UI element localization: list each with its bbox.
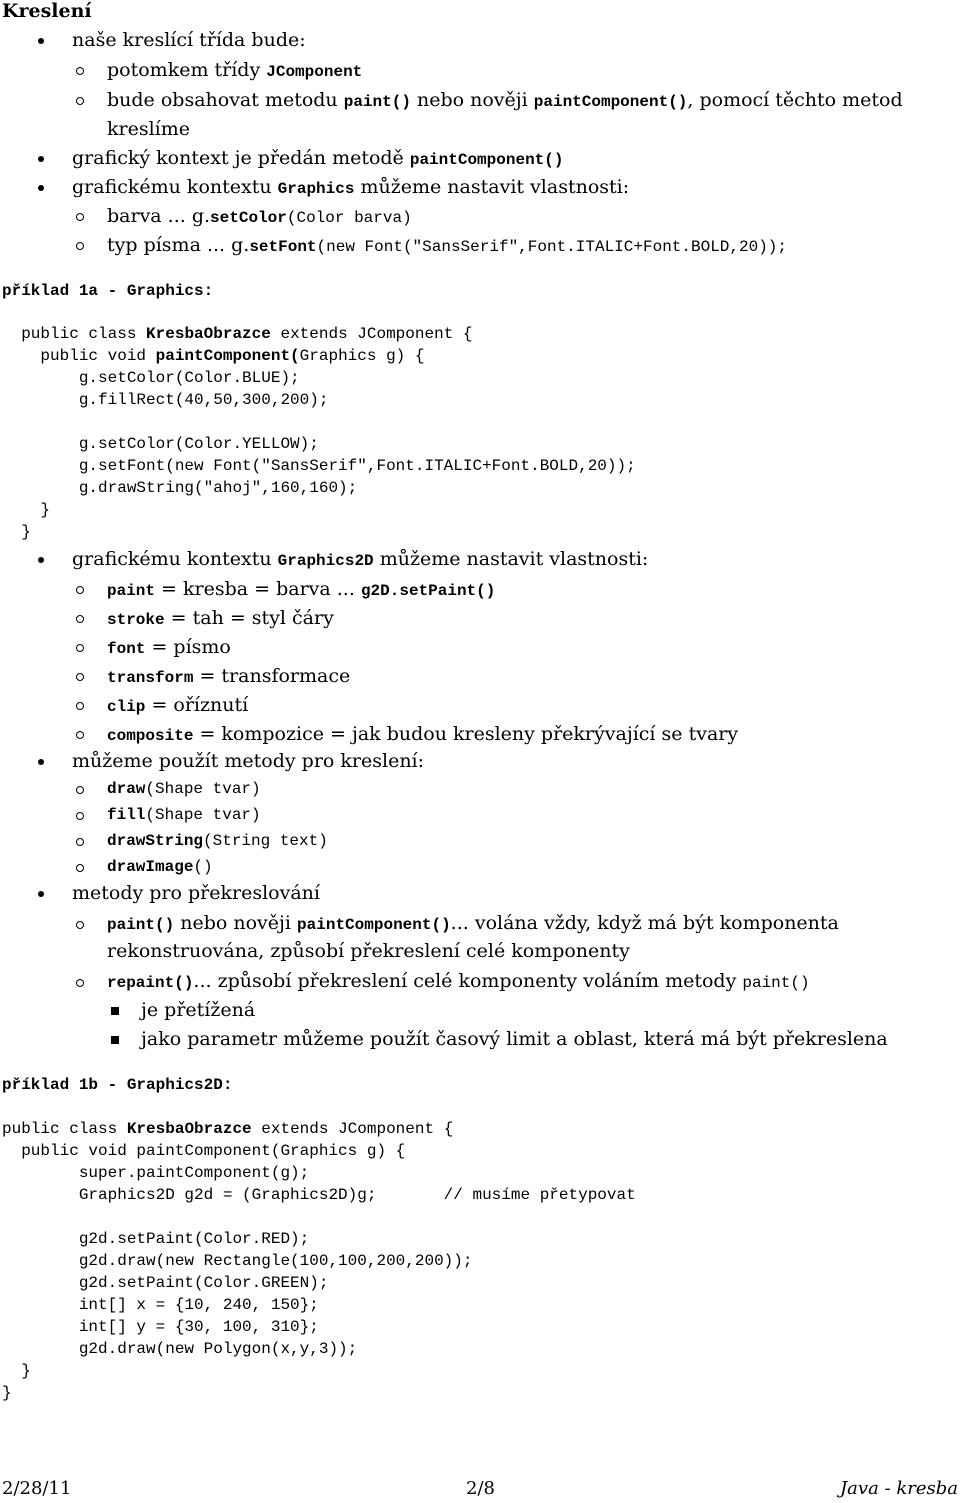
code-line: Graphics2D g2d = (Graphics2D)g; // musíme přetypovat: [2, 1186, 636, 1204]
code-line: }: [2, 1362, 31, 1380]
square-bullet-text: jako parametr můžeme použít časový limit a oblast, která má být překreslena: [141, 1028, 888, 1050]
sub-bullet-text: bude obsahovat metodu paint() nebo nověji paintComponent(), pomocí těchto metod: [107, 89, 903, 111]
example-heading: příklad 1a - Graphics:: [2, 282, 214, 300]
bullet-text: naše kreslící třída bude:: [72, 29, 306, 51]
bullet-text: můžeme použít metody pro kreslení:: [72, 750, 425, 772]
bullet-icon: [38, 557, 44, 563]
bullet-icon: [38, 891, 44, 897]
method-item: draw(Shape tvar): [107, 780, 261, 798]
sub-bullet-continuation: kreslíme: [107, 118, 191, 140]
page-title: Kreslení: [2, 0, 92, 22]
circle-bullet-icon: [76, 213, 84, 221]
circle-bullet-icon: [76, 921, 84, 929]
circle-bullet-icon: [76, 731, 84, 739]
code-line: public void paintComponent(Graphics g) {: [2, 1142, 406, 1160]
code-line: public class KresbaObrazce extends JComponent {: [2, 325, 473, 343]
code-block-example-1: [2, 323, 636, 543]
circle-bullet-icon: [76, 615, 84, 623]
circle-bullet-icon: [76, 864, 84, 872]
code-line: g.setFont(new Font("SansSerif",Font.ITALIC+Font.BOLD,20));: [2, 457, 636, 475]
code-line: int[] y = {30, 100, 310};: [2, 1318, 319, 1336]
sub-bullet-text: typ písma ... g.setFont(new Font("SansSerif",Font.ITALIC+Font.BOLD,20));: [107, 234, 788, 256]
code-line: int[] x = {10, 240, 150};: [2, 1296, 319, 1314]
circle-bullet-icon: [76, 97, 84, 105]
code-line: }: [2, 1384, 12, 1402]
code-line: g2d.setPaint(Color.GREEN);: [2, 1274, 329, 1292]
circle-bullet-icon: [76, 586, 84, 594]
bullet-icon: [38, 185, 44, 191]
circle-bullet-icon: [76, 644, 84, 652]
bullet-icon: [38, 156, 44, 162]
circle-bullet-icon: [76, 979, 84, 987]
sub-bullet-text: repaint()... způsobí překreslení celé komponenty voláním metody paint(): [107, 970, 810, 992]
square-bullet-text: je přetížená: [141, 999, 256, 1021]
square-bullet-icon: [111, 1036, 119, 1044]
sub-bullet-text: font = písmo: [107, 636, 231, 658]
code-line: public class KresbaObrazce extends JComponent {: [2, 1120, 454, 1138]
bullet-text: metody pro překreslování: [72, 882, 320, 904]
code-line: }: [2, 523, 31, 541]
sub-bullet-text: paint = kresba = barva ... g2D.setPaint(): [107, 578, 496, 600]
circle-bullet-icon: [76, 812, 84, 820]
code-line: }: [2, 501, 51, 519]
footer-document-title: Java - kresba: [839, 1478, 958, 1499]
sub-bullet-text: transform = transformace: [107, 665, 351, 687]
bullet-text: grafickému kontextu Graphics můžeme nastavit vlastnosti:: [72, 176, 630, 198]
bullet-icon: [38, 38, 44, 44]
code-line: g.setColor(Color.BLUE);: [2, 369, 300, 387]
code-line: g2d.draw(new Polygon(x,y,3));: [2, 1340, 358, 1358]
circle-bullet-icon: [76, 242, 84, 250]
bullet-text: grafickému kontextu Graphics2D můžeme nastavit vlastnosti:: [72, 548, 649, 570]
footer-page-number: 2/8: [466, 1478, 495, 1499]
code-line: g2d.setPaint(Color.RED);: [2, 1230, 310, 1248]
code-line: g.setColor(Color.YELLOW);: [2, 435, 319, 453]
method-item: drawString(String text): [107, 832, 328, 850]
code-line: g.drawString("ahoj",160,160);: [2, 479, 358, 497]
method-item: fill(Shape tvar): [107, 806, 261, 824]
circle-bullet-icon: [76, 838, 84, 846]
code-line: public void paintComponent(Graphics g) {: [2, 347, 425, 365]
bullet-text: grafický kontext je předán metodě paintComponent(): [72, 147, 564, 169]
bullet-icon: [38, 759, 44, 765]
example-heading: příklad 1b - Graphics2D:: [2, 1076, 233, 1094]
code-line: g2d.draw(new Rectangle(100,100,200,200));: [2, 1252, 473, 1270]
sub-bullet-text: barva ... g.setColor(Color barva): [107, 205, 412, 227]
sub-bullet-text: potomkem třídy JComponent: [107, 59, 363, 81]
sub-bullet-continuation: rekonstruována, způsobí překreslení celé komponenty: [107, 940, 630, 962]
code-block-example-2: [2, 1118, 636, 1404]
circle-bullet-icon: [76, 702, 84, 710]
code-line: g.fillRect(40,50,300,200);: [2, 391, 329, 409]
circle-bullet-icon: [76, 67, 84, 75]
method-item: drawImage(): [107, 858, 213, 876]
footer-date: 2/28/11: [2, 1478, 72, 1499]
code-line: super.paintComponent(g);: [2, 1164, 310, 1182]
sub-bullet-text: stroke = tah = styl čáry: [107, 607, 334, 629]
square-bullet-icon: [111, 1007, 119, 1015]
sub-bullet-text: composite = kompozice = jak budou kresleny překrývající se tvary: [107, 723, 739, 745]
circle-bullet-icon: [76, 673, 84, 681]
circle-bullet-icon: [76, 786, 84, 794]
sub-bullet-text: paint() nebo nověji paintComponent()... volána vždy, když má být komponenta: [107, 912, 839, 934]
sub-bullet-text: clip = oříznutí: [107, 694, 249, 716]
